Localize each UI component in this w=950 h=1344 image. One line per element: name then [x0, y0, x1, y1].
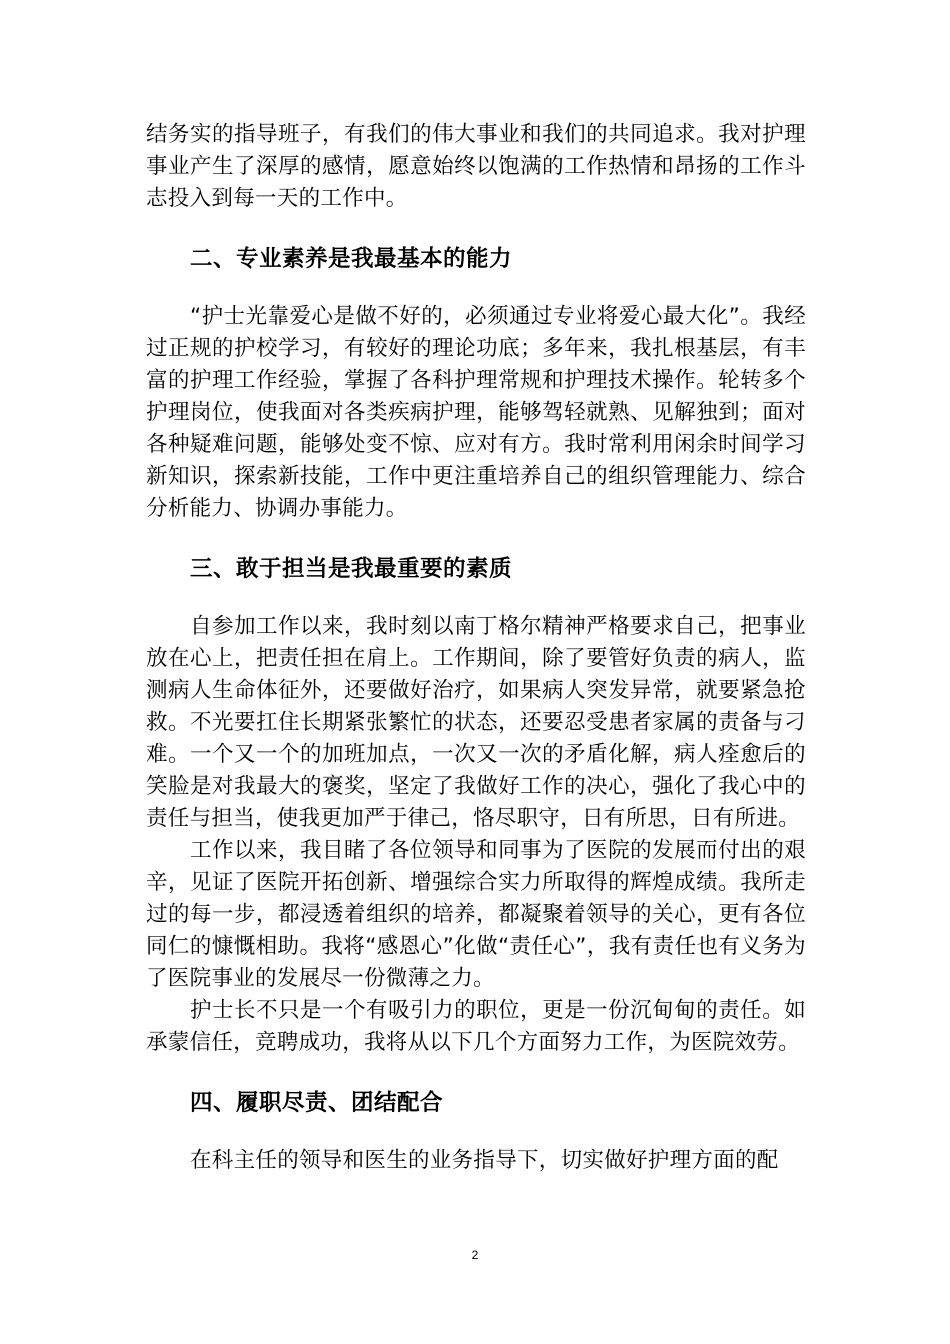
- paragraph-responsibility: 自参加工作以来，我时刻以南丁格尔精神严格要求自己，把事业放在心上，把责任担在肩上。工作期间，除了要管好负责的病人，监测病人生命体征外，还要做好治疗，如果病人突发异常，就要紧急抢救。不光要扛住长期紧张繁忙的状态，还要忍受患者家属的责备与刁难。一个又一个的加班加点，一次又一次的矛盾化解，病人痊愈后的笑脸是对我最大的褒奖，坚定了我做好工作的决心，强化了我心中的责任与担当，使我更加严于律己，恪尽职守，日有所思，日有所进。: [146, 614, 806, 831]
- spacer: [146, 1119, 806, 1145]
- section-heading-4: 四、履职尽责、团结配合: [190, 1090, 444, 1116]
- page-content: [146, 119, 806, 1177]
- paragraph-continuation: 结务实的指导班子，有我们的伟大事业和我们的共同追求。我对护理事业产生了深厚的感情，愿意始终以饱满的工作热情和昂扬的工作斗志投入到每一天的工作中。: [146, 122, 806, 211]
- section-heading-2: 二、专业素养是我最基本的能力: [190, 246, 513, 272]
- paragraph-commitment: 护士长不只是一个有吸引力的职位，更是一份沉甸甸的责任。如承蒙信任，竞聘成功，我将从以下几个方面努力工作，为医院效劳。: [146, 998, 806, 1055]
- page-number: 2: [471, 1248, 479, 1262]
- paragraph-professional: “护士光靠爱心是做不好的，必须通过专业将爱心最大化”。我经过正规的护校学习，有较好的理论功底；多年来，我扎根基层，有丰富的护理工作经验，掌握了各科护理常规和护理技术操作。轮转多个护理岗位，使我面对各类疾病护理，能够驾轻就熟、见解独到；面对各种疑难问题，能够处变不惊、应对有方。我时常利用闲余时间学习新知识，探索新技能，工作中更注重培养自己的组织管理能力、综合分析能力、协调办事能力。: [146, 304, 806, 521]
- spacer: [146, 215, 806, 243]
- paragraph-gratitude: 工作以来，我目睹了各位领导和同事为了医院的发展而付出的艰辛，见证了医院开拓创新、增强综合实力所取得的辉煌成绩。我所走过的每一步，都浸透着组织的培养，都凝聚着领导的关心，更有各位同仁的慷慨相助。我将“感恩心”化做“责任心”，我有责任也有义务为了医院事业的发展尽一份微薄之力。: [146, 838, 806, 991]
- section-heading-3: 三、敢于担当是我最重要的素质: [190, 556, 513, 582]
- spacer: [146, 275, 806, 301]
- spacer: [146, 525, 806, 553]
- spacer: [146, 585, 806, 611]
- paragraph-cooperation: 在科主任的领导和医生的业务指导下，切实做好护理方面的配: [190, 1148, 779, 1173]
- spacer: [146, 1059, 806, 1087]
